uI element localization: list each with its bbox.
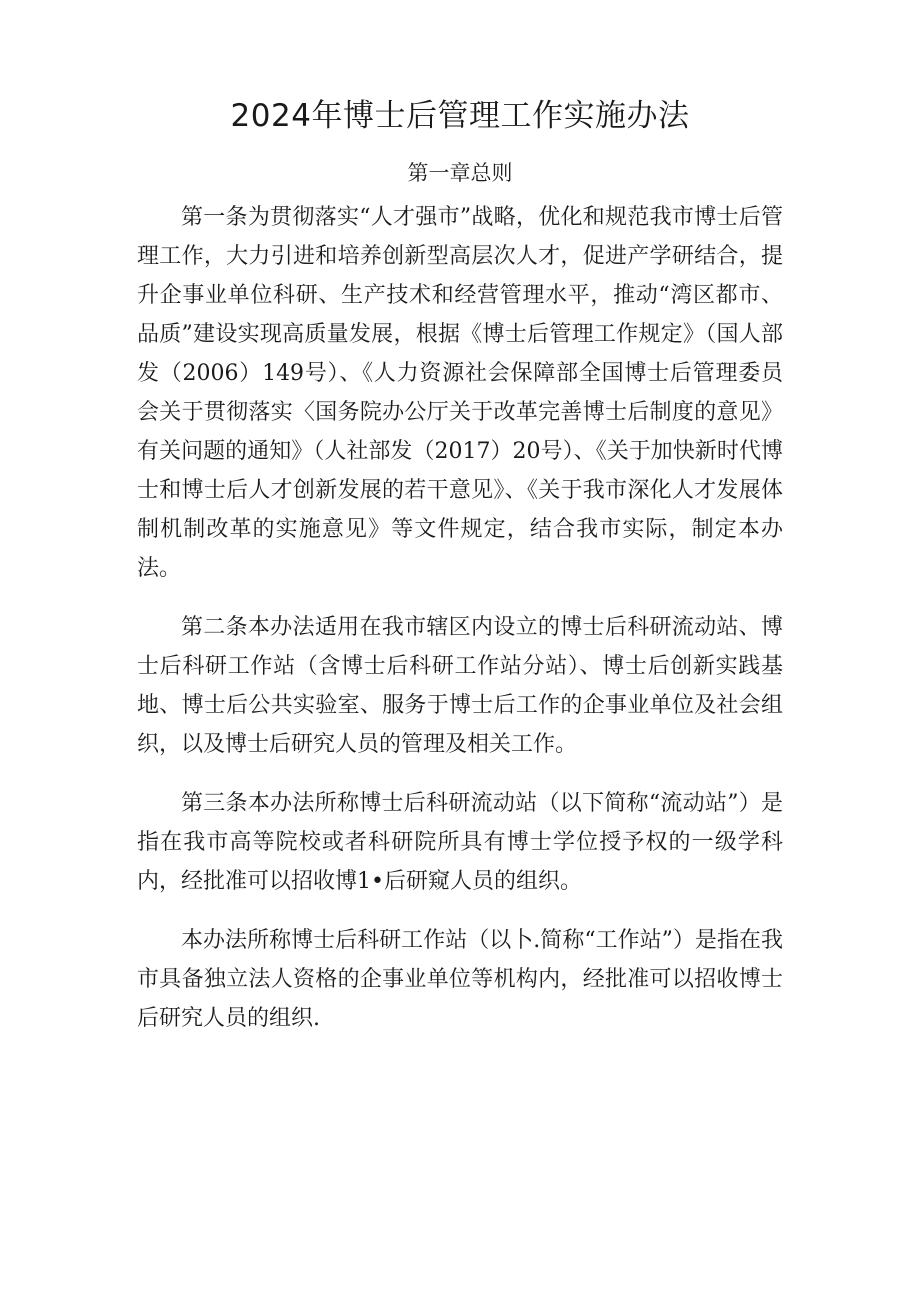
paragraph-article-2: 第二条本办法适用在我市辖区内设立的博士后科研流动站、博士后科研工作站（含博士后科研工作站分站）、博士后创新实践基地、博士后公共实验室、服务于博士后工作的企事业单位及社会组织，以及博士后研究人员的管理及相关工作。 — [137, 615, 783, 757]
paragraph-article-3-continued: 本办法所称博士后科研工作站（以卜.简称“工作站”）是指在我市具备独立法人资格的企事业单位等机构内，经批准可以招收博士后研究人员的组织. — [137, 928, 783, 1031]
document-body — [137, 198, 783, 1038]
document-title: 2024年博士后管理工作实施办法 — [230, 98, 690, 134]
chapter-heading: 第一章总则 — [407, 161, 513, 185]
paragraph-article-1: 第一条为贯彻落实“人才强市”战略，优化和规范我市博士后管理工作，大力引进和培养创新型高层次人才，促进产学研结合，提升企事业单位科研、生产技术和经营管理水平，推动“湾区都市、品质”建设实现高质量发展，根据《博士后管理工作规定》（国人部发（2006）149号）、《人力资源社会保障部全国博士后管理委员会关于贯彻落实〈国务院办公厅关于改革完善博士后制度的意见》有关问题的通知》（人社部发（2017）20号）、《关于加快新时代博士和博士后人才创新发展的若干意见》、《关于我市深化人才发展体制机制改革的实施意见》等文件规定，结合我市实际，制定本办法。 — [137, 205, 783, 581]
paragraph-article-3: 第三条本办法所称博士后科研流动站（以下简称“流动站”）是指在我市高等院校或者科研院所具有博士学位授予权的一级学科内，经批准可以招收博1•后研窥人员的组织。 — [137, 791, 783, 894]
